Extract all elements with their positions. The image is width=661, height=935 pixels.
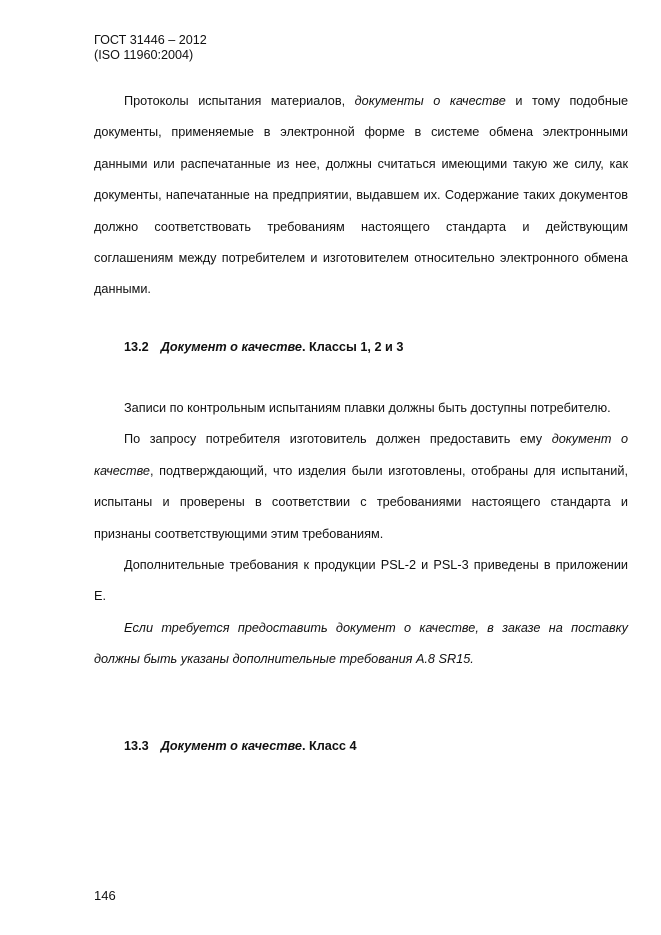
section-title-italic: Документ о качестве (160, 340, 302, 354)
section-heading-13-3 (124, 738, 357, 754)
italic-term: документы о качестве (354, 94, 506, 108)
paragraph-customer-request (94, 424, 628, 550)
page-number: 146 (94, 888, 116, 903)
standard-code: ГОСТ 31446 – 2012 (94, 33, 207, 47)
paragraph-order-requirement: Если требуется предоставить документ о качестве, в заказе на поставку должны быть указаны дополнительные требования А.8 SR15. (94, 620, 628, 667)
section-title-italic: Документ о качестве (160, 739, 302, 753)
section-title-rest: . Классы 1, 2 и 3 (301, 340, 404, 354)
paragraph-text: и тому подобные документы, применяемые в электронной форме в системе обмена электронными данными или распечатанные из нее, должны считаться имеющими такую же силу, как документы, напечатанные на предприятии, выдавшем их. Содержание таких документов должно соответствовать требованиям настоящего стандарта и действующим соглашениям между потребителем и изготовителем относительно электронного обмена данными. (94, 94, 628, 297)
section-13-2-body (94, 393, 628, 676)
italic-term: документ о качестве (94, 432, 628, 478)
paragraph-text: , подтверждающий, что изделия были изготовлены, отобраны для испытаний, испытаны и проверены в соответствии с требованиями настоящего стандарта и признаны соответствующими этим требованиям. (94, 463, 628, 541)
section-heading-13-2 (124, 339, 403, 355)
section-title-rest: . Класс 4 (301, 739, 357, 753)
paragraph-text: Протоколы испытания материалов, (124, 94, 355, 108)
document-header (94, 33, 207, 63)
paragraph-protocols (94, 86, 628, 306)
paragraph-text: По запросу потребителя изготовитель должен предоставить ему (124, 432, 552, 447)
paragraph-psl-requirements: Дополнительные требования к продукции PSL-2 и PSL-3 приведены в приложении Е. (94, 558, 628, 604)
iso-reference: (ISO 11960:2004) (94, 48, 194, 62)
paragraph-heat-records: Записи по контрольным испытаниям плавки должны быть доступны потребителю. (124, 401, 611, 415)
section-number: 13.3 (124, 739, 149, 753)
section-number: 13.2 (124, 340, 149, 354)
